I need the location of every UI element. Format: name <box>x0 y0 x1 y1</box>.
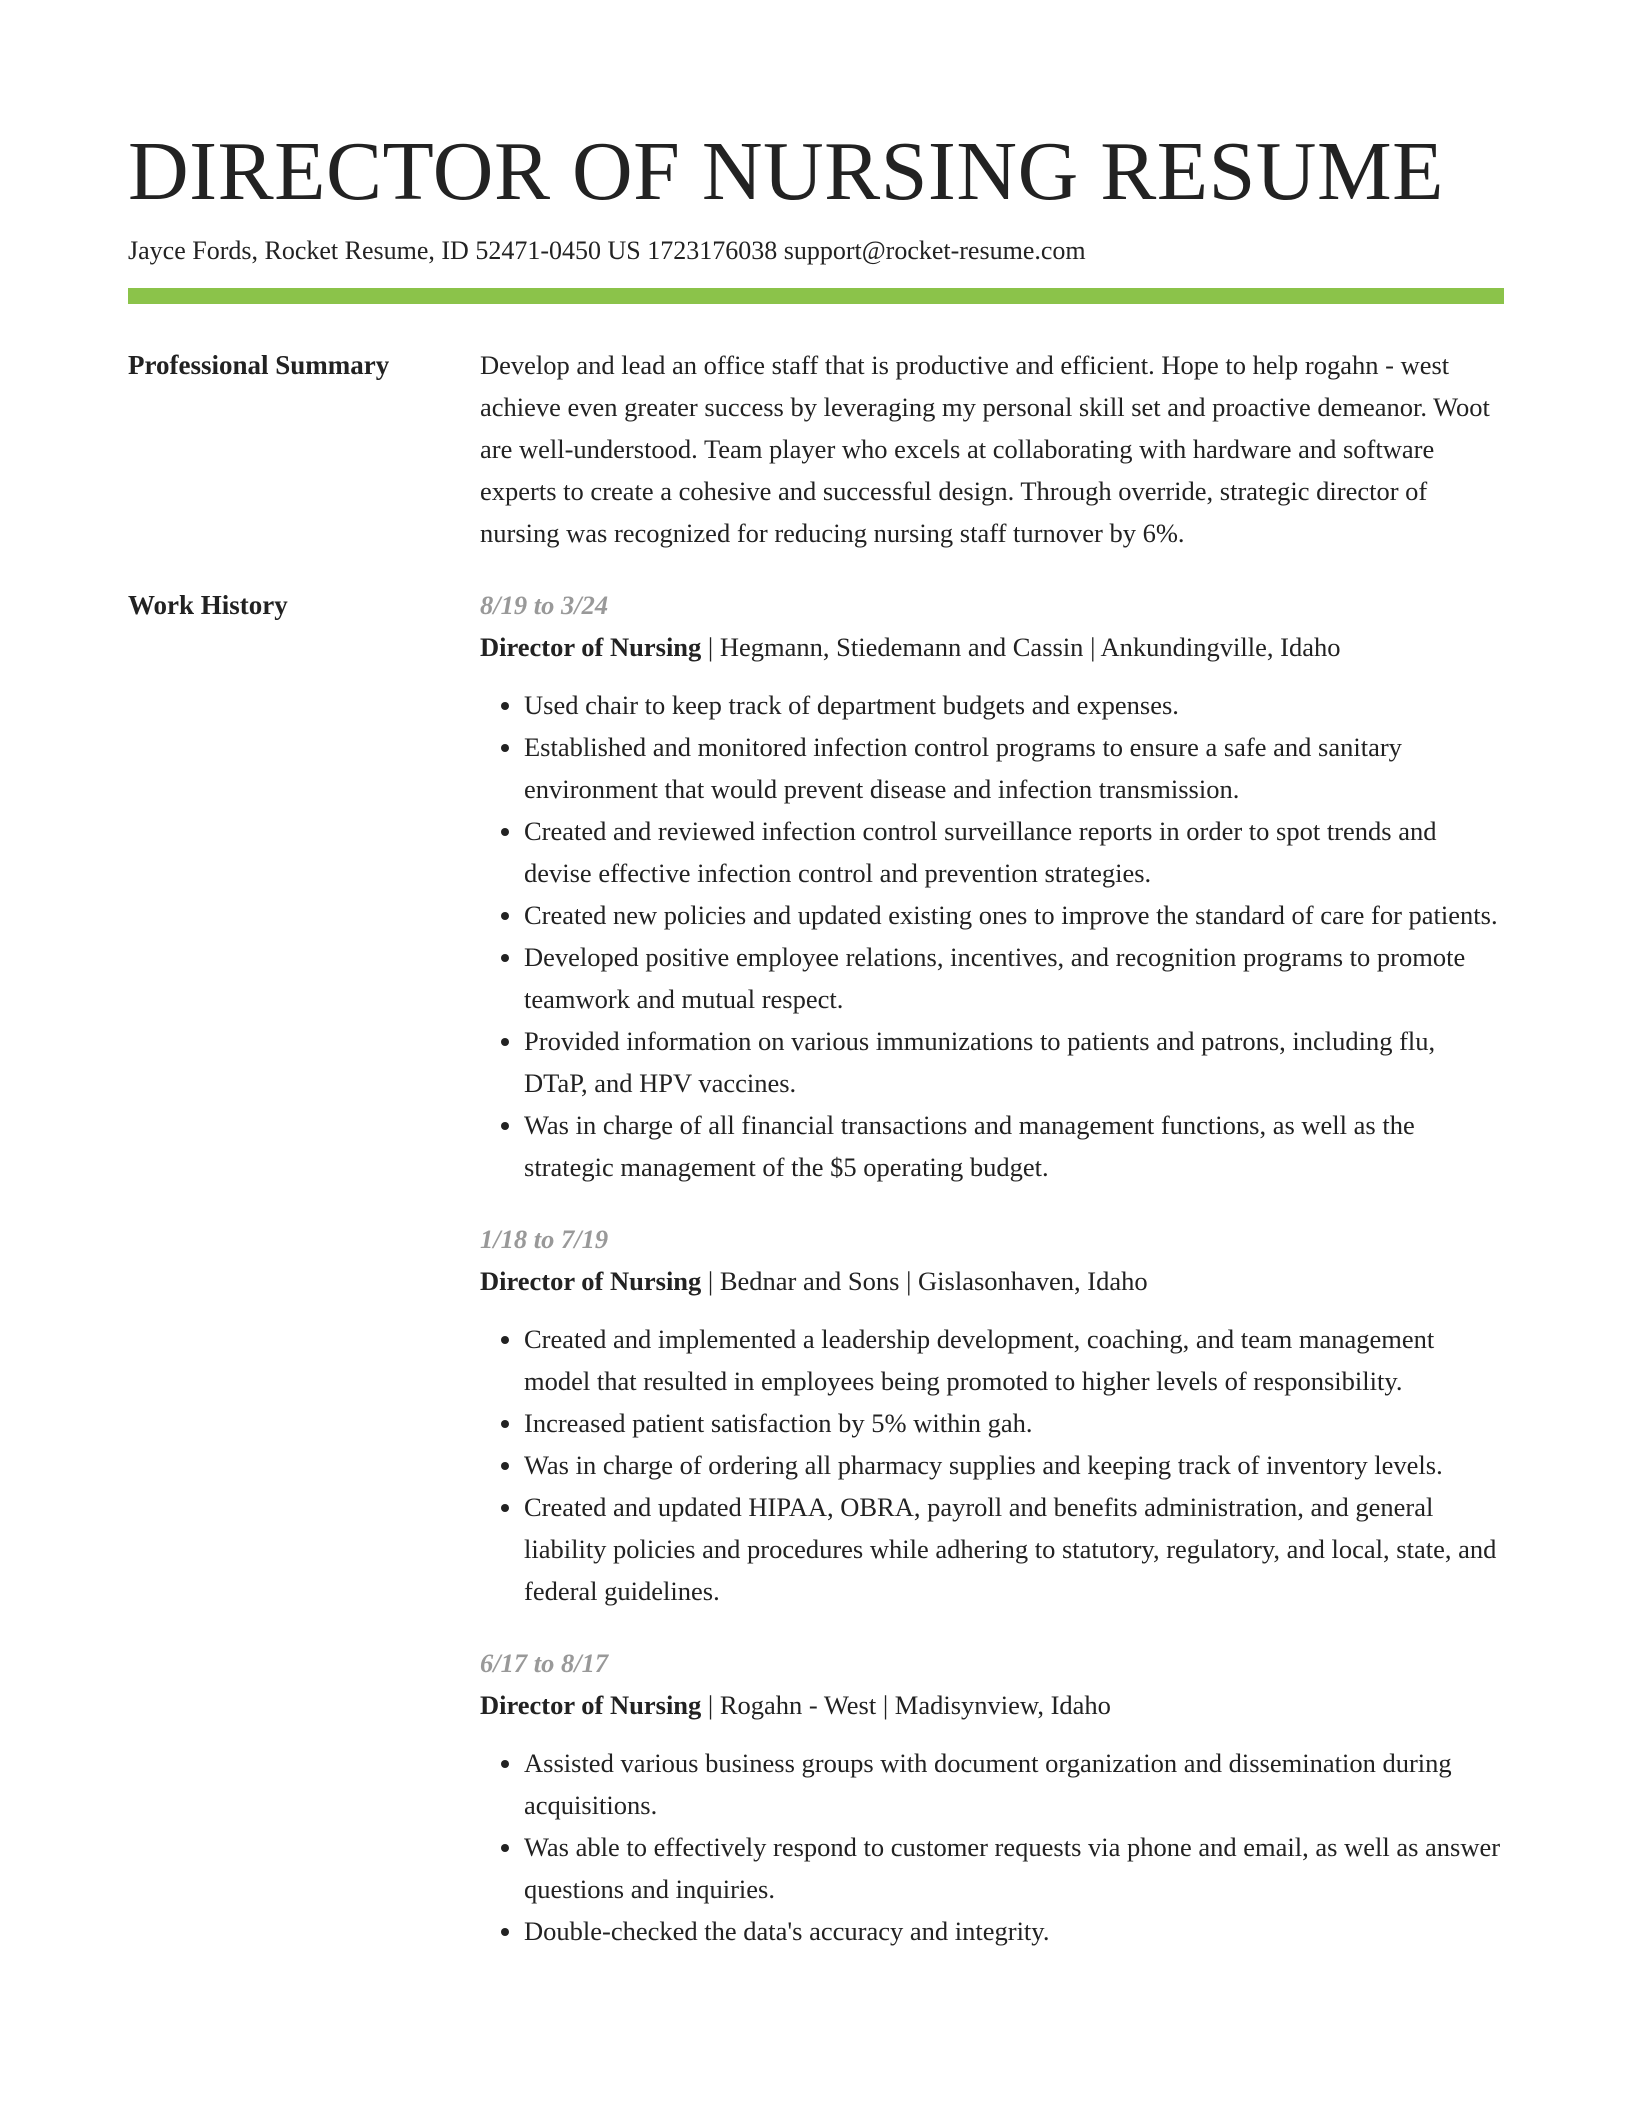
job-company: Hegmann, Stiedemann and Cassin <box>719 632 1084 662</box>
job-bullet: • Assisted various business groups with document organization and dissemination during acquisitions. <box>524 1742 1504 1826</box>
summary-text: Develop and lead an office staff that is productive and efficient. Hope to help rogahn - west achieve even greater success by leveraging my personal skill set and proactive demeanor. Woot are well-understood. Team player who excels at collaborating with hardware and software experts to create a cohesive and successful design. Through override, strategic director of nursing was recognized for reducing nursing staff turnover by 6%. <box>480 350 1490 548</box>
resume-page <box>128 0 1504 1982</box>
job-separator: | <box>701 1266 720 1296</box>
job-title: Director of Nursing <box>480 1266 702 1296</box>
job-bullet: • Double-checked the data's accuracy and integrity. <box>524 1910 1504 1952</box>
summary-body <box>480 344 1504 554</box>
job-entry <box>480 584 1504 1188</box>
job-bullet: • Increased patient satisfaction by 5% within gah. <box>524 1402 1504 1444</box>
job-title: Director of Nursing <box>480 632 702 662</box>
summary-label: Professional Summary <box>128 350 390 380</box>
job-bullet: • Established and monitored infection control programs to ensure a safe and sanitary environment that would prevent disease and infection transmission. <box>524 726 1504 810</box>
job-bullet: • Created new policies and updated existing ones to improve the standard of care for patients. <box>524 894 1504 936</box>
job-separator: | <box>1083 632 1101 662</box>
resume-title: DIRECTOR OF NURSING RESUME <box>128 125 1444 218</box>
job-bullet: • Created and implemented a leadership development, coaching, and team management model that resulted in employees being promoted to higher levels of responsibility. <box>524 1318 1504 1402</box>
job-separator: | <box>899 1266 919 1296</box>
work-history-body <box>480 584 1504 1982</box>
job-location: Madisynview, Idaho <box>894 1690 1111 1720</box>
summary-section <box>128 352 1504 554</box>
contact-line: Jayce Fords, Rocket Resume, ID 52471-0450 US 1723176038 support@rocket-resume.com <box>128 236 1086 265</box>
job-entry <box>480 1218 1504 1612</box>
job-bullet: • Developed positive employee relations, incentives, and recognition programs to promote teamwork and mutual respect. <box>524 936 1504 1020</box>
job-bullet: • Was in charge of all financial transactions and management functions, as well as the strategic management of the $5 operating budget. <box>524 1104 1504 1188</box>
job-heading <box>480 1260 1504 1302</box>
job-separator: | <box>876 1690 895 1720</box>
job-bullet-list <box>480 684 1504 1188</box>
accent-divider <box>128 288 1504 304</box>
job-entry <box>480 1642 1504 1952</box>
job-dates: 1/18 to 7/19 <box>480 1224 609 1254</box>
job-bullet: • Was in charge of ordering all pharmacy supplies and keeping track of inventory levels. <box>524 1444 1504 1486</box>
job-company: Rogahn - West <box>719 1690 877 1720</box>
job-bullet: • Created and reviewed infection control surveillance reports in order to spot trends and devise effective infection control and prevention strategies. <box>524 810 1504 894</box>
job-bullet-list <box>480 1742 1504 1952</box>
job-location: Gislasonhaven, Idaho <box>918 1266 1148 1296</box>
job-dates: 6/17 to 8/17 <box>480 1648 609 1678</box>
work-history-label: Work History <box>128 590 288 620</box>
job-bullet-list <box>480 1318 1504 1612</box>
job-heading <box>480 1684 1504 1726</box>
job-company: Bednar and Sons <box>719 1266 900 1296</box>
job-title: Director of Nursing <box>480 1690 702 1720</box>
job-dates: 8/19 to 3/24 <box>480 590 609 620</box>
job-bullet: • Was able to effectively respond to customer requests via phone and email, as well as answer questions and inquiries. <box>524 1826 1504 1910</box>
job-bullet: • Used chair to keep track of department budgets and expenses. <box>524 684 1504 726</box>
job-separator: | <box>701 1690 720 1720</box>
work-history-section <box>128 592 1504 1982</box>
job-bullet: • Created and updated HIPAA, OBRA, payroll and benefits administration, and general liability policies and procedures while adhering to statutory, regulatory, and local, state, and federal guidelines. <box>524 1486 1504 1612</box>
job-bullet: • Provided information on various immunizations to patients and patrons, including flu, DTaP, and HPV vaccines. <box>524 1020 1504 1104</box>
job-separator: | <box>701 632 720 662</box>
job-heading <box>480 626 1504 668</box>
job-location: Ankundingville, Idaho <box>1100 632 1341 662</box>
